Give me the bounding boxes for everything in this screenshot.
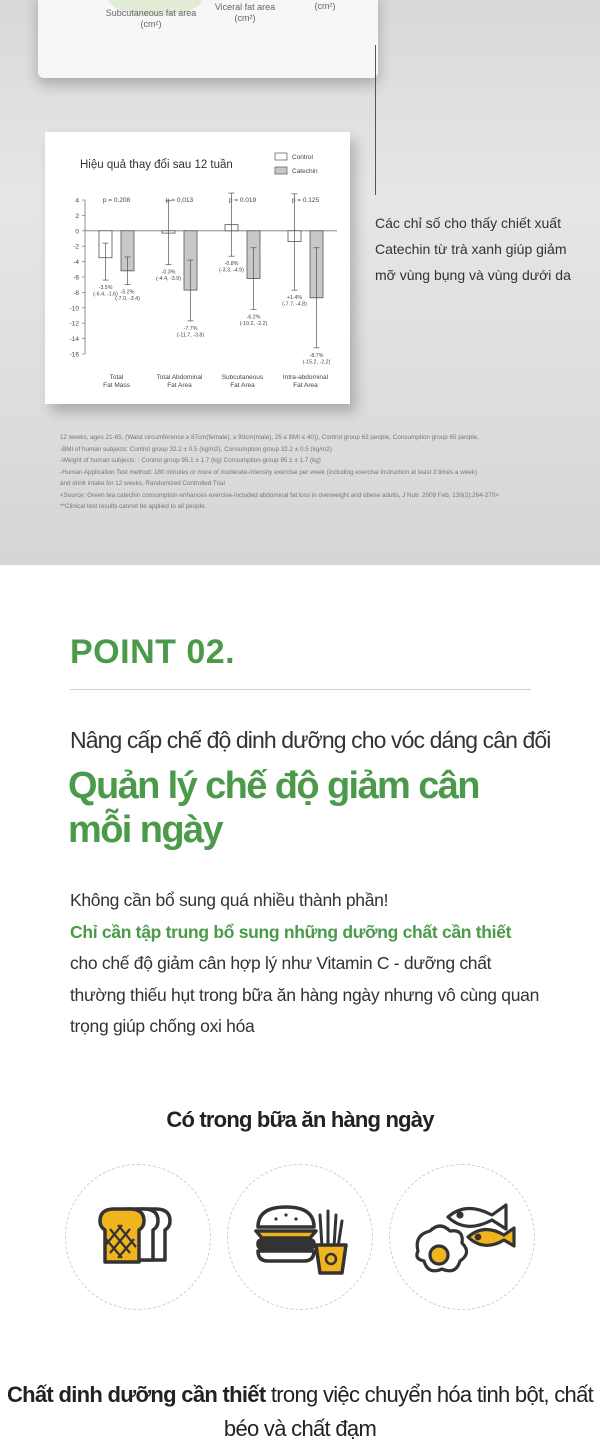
footnotes — [60, 432, 580, 513]
bottom-rest: trong việc chuyển hóa tinh bột, chất béo và chất đạm — [223, 1382, 594, 1441]
data-label: -7.7% — [183, 325, 198, 332]
data-label: -6.2% — [246, 314, 261, 321]
data-label: (-10.2, -2.2) — [239, 320, 268, 327]
y-tick-label: -10 — [69, 305, 79, 313]
y-tick-label: -2 — [73, 243, 79, 251]
data-label: (-7.0, -3.4) — [115, 296, 140, 303]
fish-egg-circle — [389, 1164, 535, 1310]
data-label: (-4.4, -3.9) — [156, 276, 181, 283]
legend-swatch — [275, 153, 287, 160]
y-tick-label: 0 — [75, 228, 79, 236]
bottom-bold: Chất dinh dưỡng cần thiết — [6, 1382, 266, 1407]
point-subtitle: Nâng cấp chế độ dinh dưỡng cho vóc dáng cân đối — [70, 727, 551, 753]
y-tick-label: -6 — [73, 274, 79, 282]
chart-legend — [275, 153, 318, 175]
point-headline: Quản lý chế độ giảm cân mỗi ngày — [68, 765, 479, 851]
bread-circle — [65, 1164, 211, 1310]
point-divider — [70, 689, 531, 690]
footnote-line: 12 weeks, ages 21-65, (Waist circumference ≥ 87cm(female), ≥ 90cm(male), 25 ≤ BMI ≤ 40)), Control group 63 people, Consumption group 65 people, — [60, 434, 479, 441]
side-note: Các chỉ số cho thấy chiết xuất Catechin từ trà xanh giúp giảm mỡ vùng bụng và vùng dưới da — [375, 215, 571, 283]
category-label: Fat Mass — [103, 382, 130, 389]
y-tick-label: -4 — [73, 259, 79, 267]
y-tick-label: 4 — [75, 197, 79, 205]
category-label: Fat Area — [167, 382, 192, 389]
footnote-line: -Human Application Test method: 180 minutes or more of moderate-intensity exercise per week (including exercise instruction at least 3 times a week) — [60, 468, 478, 476]
category-label: Subcutaneous — [221, 374, 264, 381]
burger-circle — [227, 1164, 373, 1310]
fish-egg-icon — [390, 1165, 536, 1311]
p-value-label: p = 0.125 — [291, 197, 320, 204]
footnote-line: -BMI of human subjects: Control group 32.2 ± 0.5 (kg/m2), Consumption group 32.2 ± 0.5 (kg/m2) — [60, 445, 332, 453]
top-section — [0, 0, 600, 565]
bottom-caption — [0, 1378, 600, 1441]
body-rest: cho chế độ giảm cân hợp lý như Vitamin C - dưỡng chất thường thiếu hụt trong bữa ăn hàng ngày nhưng vô cùng quan trọng giúp chống oxi hóa — [70, 953, 540, 1036]
data-label: (-15.2, -2.2) — [302, 359, 331, 366]
burger-fries-icon — [228, 1165, 374, 1311]
category-label: Fat Area — [293, 382, 318, 389]
book-label-visceral: Viceral fat area (cm²) — [214, 2, 276, 23]
point-title: POINT 02. — [70, 633, 236, 671]
book-label-subcutaneous: Subcutaneous fat area (cm²) — [105, 8, 197, 29]
data-label: (-11.7, -3.8) — [176, 332, 205, 339]
data-label: -8.7% — [309, 352, 324, 359]
y-tick-label: 2 — [75, 212, 79, 220]
body-highlight: Chỉ cần tập trung bổ sung những dưỡng chất cần thiết — [70, 921, 512, 942]
p-value-label: p = 0.208 — [102, 197, 131, 204]
category-label: Intra-abdominal — [282, 374, 329, 381]
data-label: -5.2% — [120, 289, 135, 296]
data-label: -0.3% — [161, 269, 176, 276]
footnote-line: and drink intake for 12 weeks, Randomized Controlled Trial — [60, 480, 225, 487]
p-value-label: p = 0.019 — [228, 197, 257, 204]
legend-label: Control — [292, 154, 313, 161]
y-tick-label: -12 — [69, 320, 79, 328]
footnote-line: <Source: Green tea catechin consumption enhances exercise-included abdominal fat loss in overweight and obese adults, J Nutr. 2009 Feb, 139(2):264-270> — [60, 491, 499, 499]
book-graphic — [38, 0, 378, 78]
data-label: -0.8% — [224, 261, 239, 268]
chart-marks — [93, 193, 330, 389]
y-tick-label: -16 — [69, 351, 79, 359]
legend-swatch — [275, 167, 287, 174]
point-body — [70, 885, 540, 1043]
category-label: Fat Area — [230, 382, 255, 389]
divider-line — [375, 45, 376, 195]
data-label: -3.5% — [98, 285, 113, 292]
chart-title: Hiệu quả thay đổi sau 12 tuần — [80, 159, 233, 171]
body-line-1: Không cần bổ sung quá nhiều thành phần! — [70, 890, 389, 910]
y-tick-label: -8 — [73, 289, 79, 297]
book-label-total: (cm²) — [314, 1, 336, 11]
p-value-label: p = 0.013 — [165, 197, 194, 204]
chart-card — [45, 132, 350, 404]
y-tick-label: -14 — [69, 336, 79, 344]
data-label: (-7.7, -4.8) — [282, 301, 307, 308]
footnote-line: **Clinical test results cannot be applied to all people. — [60, 503, 207, 510]
category-label: Total Abdominal — [156, 374, 203, 381]
footnote-line: -Weight of human subjects: : Control group 95.1 ± 1.7 (kg) Consumption group 95.1 ± 1.7 (kg) — [60, 457, 321, 464]
bar-chart — [45, 132, 350, 404]
bread-icon — [66, 1165, 212, 1311]
data-label: (-6.4, -1.6) — [93, 291, 118, 298]
category-label: Total — [109, 374, 124, 381]
data-label: +1.4% — [286, 295, 303, 302]
legend-label: Catechin — [292, 168, 318, 175]
daily-title: Có trong bữa ăn hàng ngày — [166, 1107, 434, 1132]
data-label: (-3.3, -4.9) — [219, 267, 244, 274]
